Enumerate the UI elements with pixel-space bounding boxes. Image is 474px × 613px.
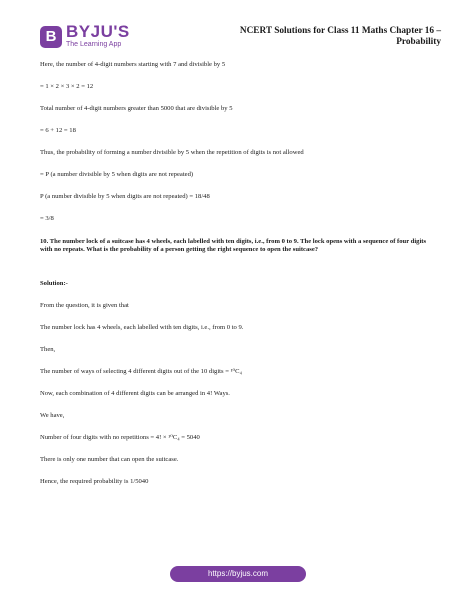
logo-name: BYJU'S [66, 22, 130, 41]
logo-icon: B [40, 26, 62, 48]
solution-line: The number lock has 4 wheels, each labelled with ten digits, i.e., from 0 to 9. [40, 324, 244, 331]
text-line: P (a number divisible by 5 when digits are not repeated) = 18/48 [40, 193, 210, 200]
solution-line: Now, each combination of 4 different digits can be arranged in 4! Ways. [40, 390, 230, 397]
text-line: = 6 + 12 = 18 [40, 127, 76, 134]
logo-tagline: The Learning App [66, 41, 122, 48]
solution-line: We have, [40, 412, 65, 419]
solution-line: Hence, the required probability is 1/5040 [40, 478, 149, 485]
solution-line: Then, [40, 346, 56, 353]
page-header [0, 0, 474, 58]
solution-label: Solution:- [40, 280, 68, 287]
text-line: Thus, the probability of forming a number divisible by 5 when the repetition of digits is not allowed [40, 149, 304, 156]
text-line: = 3/8 [40, 215, 54, 222]
document-title-line2: Probability [396, 37, 441, 47]
byjus-logo [40, 24, 130, 49]
solution-line: There is only one number that can open the suitcase. [40, 456, 179, 463]
text-line: Here, the number of 4-digit numbers starting with 7 and divisible by 5 [40, 61, 226, 68]
text-line: = P (a number divisible by 5 when digits are not repeated) [40, 171, 194, 178]
solution-line: From the question, it is given that [40, 302, 129, 309]
question-text: 10. The number lock of a suitcase has 4 wheels, each labelled with ten digits, i.e., from 0 to 9. The lock opens with a sequence of four digits with no repeats. What is the probability of a person getting the right sequence to open the suitcase? [40, 238, 427, 253]
footer-url-link[interactable]: https://byjus.com [170, 566, 306, 582]
solution-line: Number of four digits with no repetitions = 4! × ¹⁰C₄ = 5040 [40, 434, 200, 441]
text-line: = 1 × 2 × 3 × 2 = 12 [40, 83, 94, 90]
solution-line: The number of ways of selecting 4 different digits out of the 10 digits = ¹⁰C₄ [40, 368, 242, 375]
text-line: Total number of 4-digit numbers greater than 5000 that are divisible by 5 [40, 105, 233, 112]
document-title [211, 26, 441, 48]
document-title-line1: NCERT Solutions for Class 11 Maths Chapter 16 – [239, 26, 441, 36]
